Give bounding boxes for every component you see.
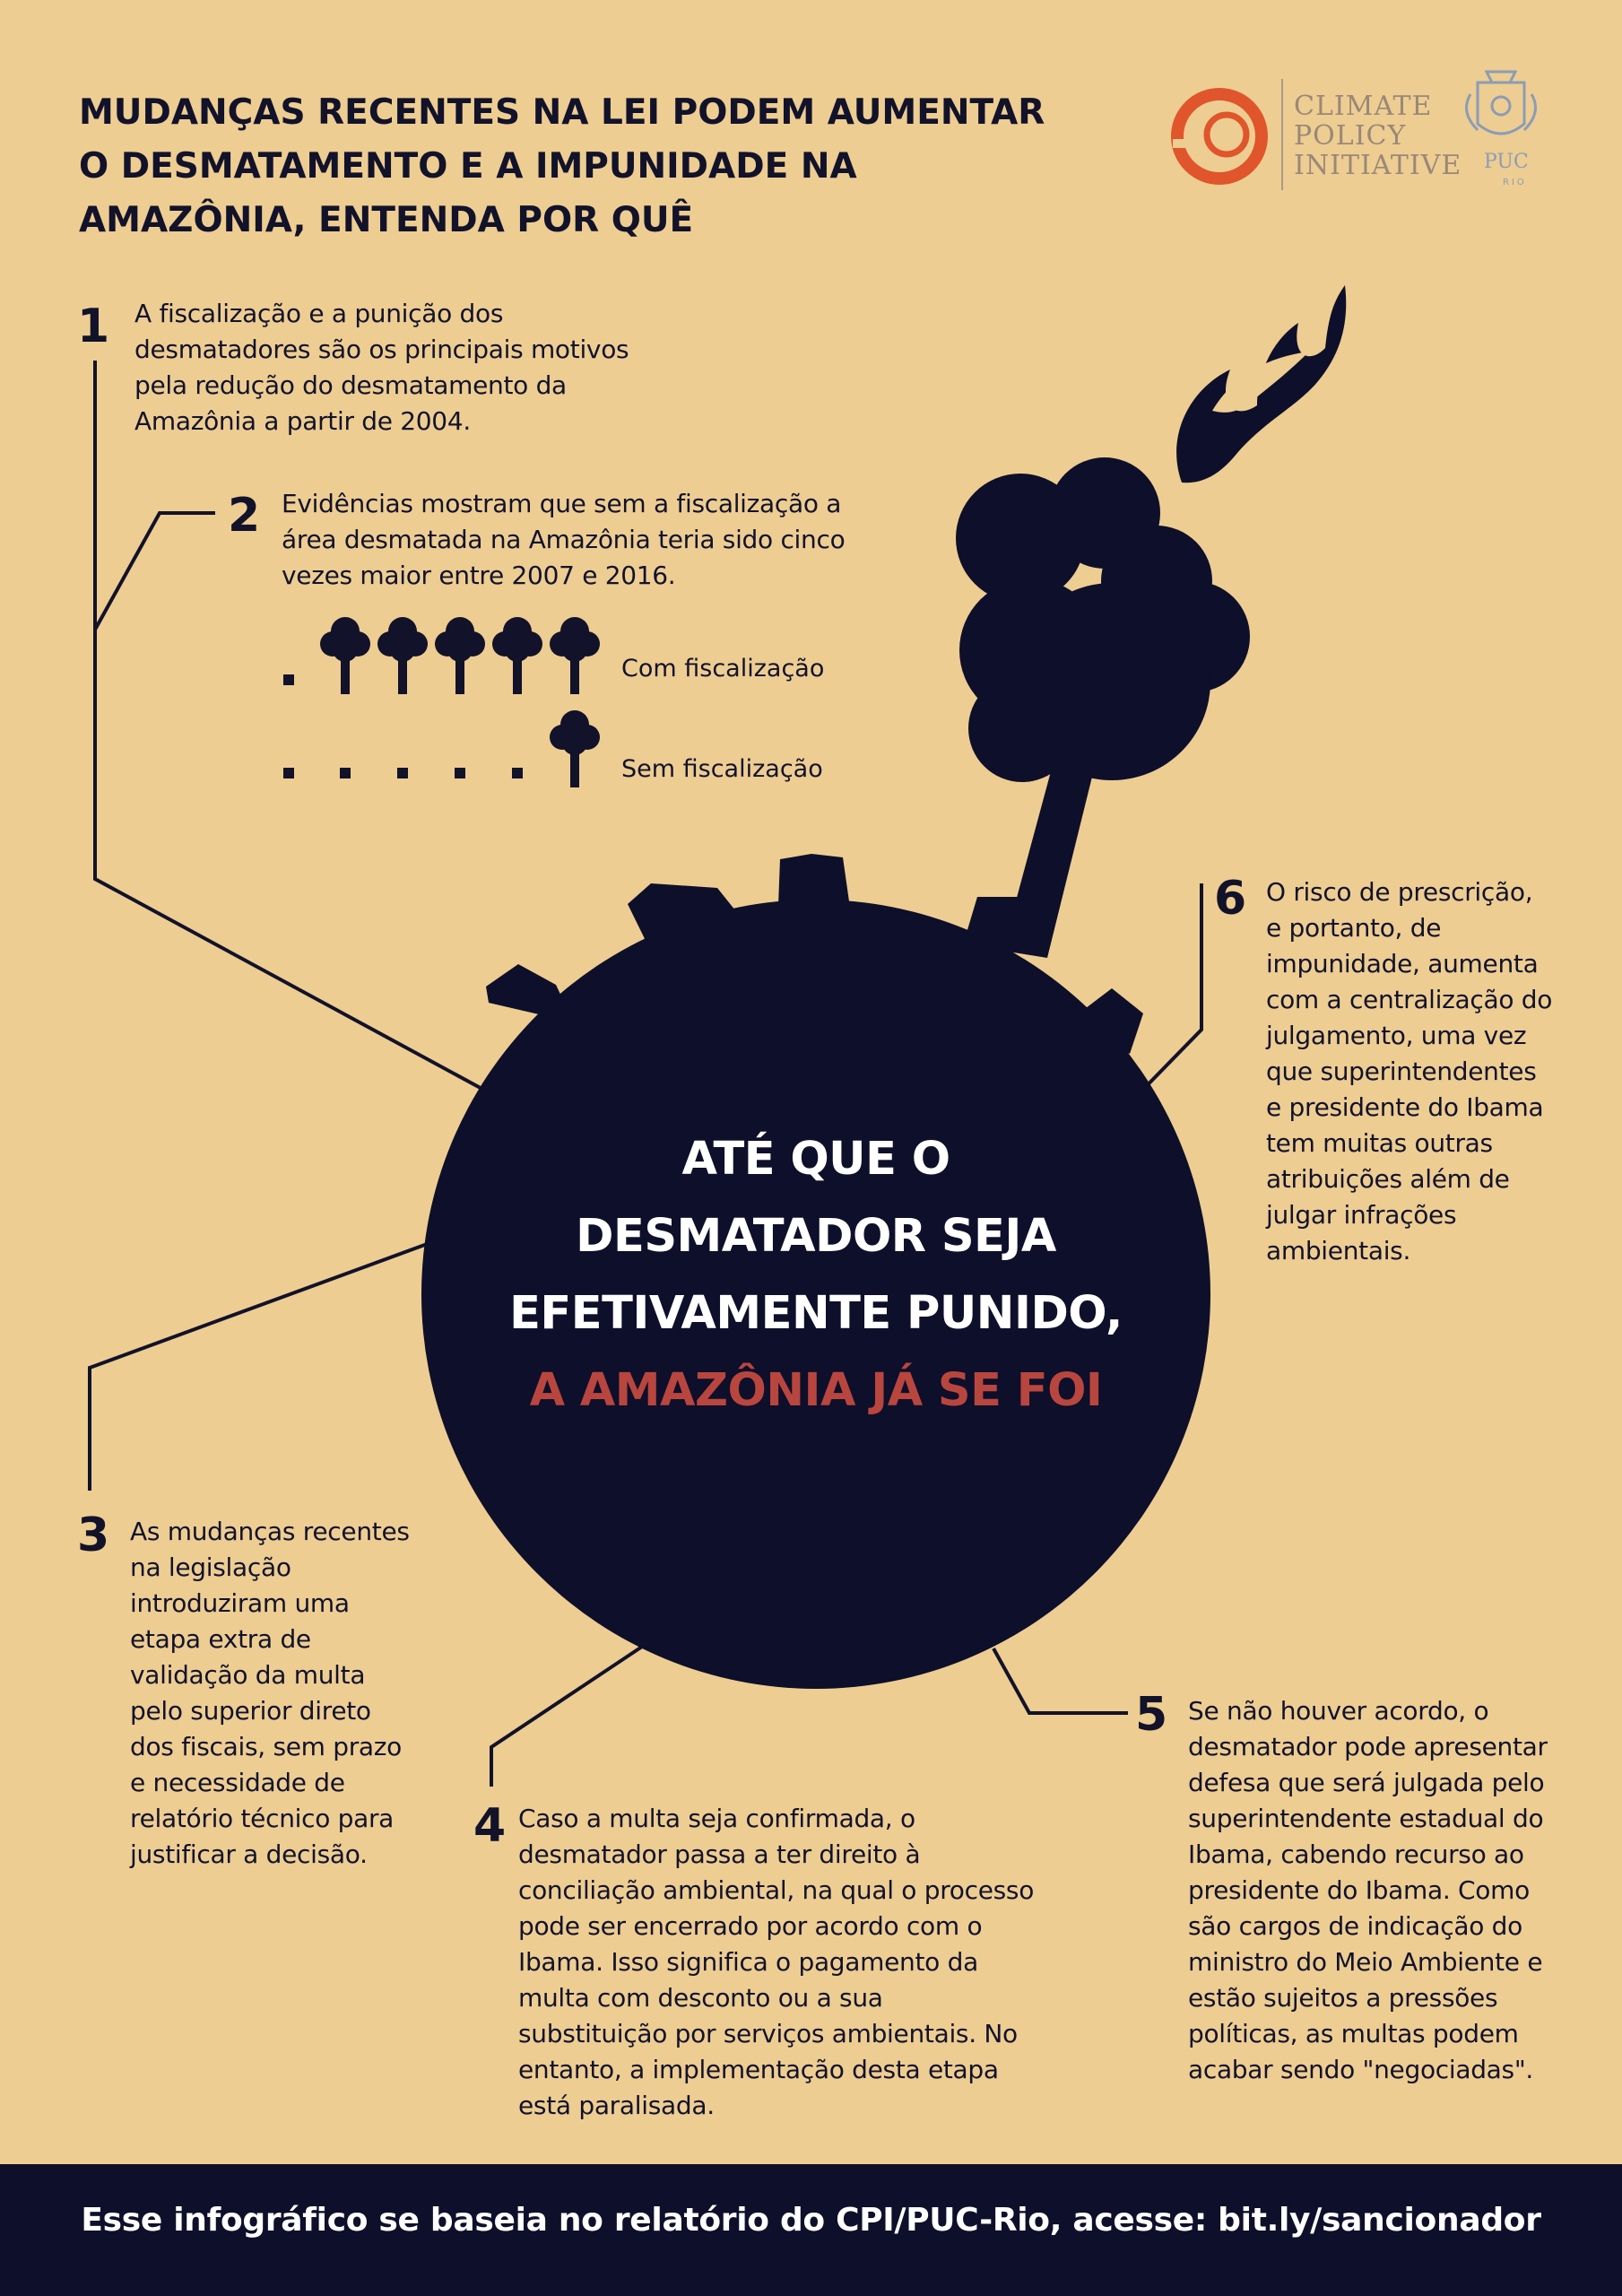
tree-stump	[340, 768, 351, 778]
cpi-logo-text: CLIMATE POLICY INITIATIVE	[1294, 91, 1462, 181]
cpi-logo-icon	[1173, 94, 1262, 178]
tree-stump	[455, 768, 465, 778]
tree-stump	[512, 768, 523, 778]
point-4-number: 4	[473, 1799, 507, 1853]
connector-4	[491, 1643, 647, 1787]
point-3-text: As mudanças recentes na legislação introduziram uma etapa extra de validação da multa pelo superior direto dos fiscais, sem prazo e necessidade de relatório técnico para justificar a decisão.	[130, 1517, 410, 1869]
bomb-line-3: EFETIVAMENTE PUNIDO,	[509, 1287, 1123, 1340]
point-2-text: Evidências mostram que sem a fiscalização a área desmatada na Amazônia teria sido cinco vezes maior entre 2007 e 2016.	[282, 489, 846, 590]
bomb-line-1: ATÉ QUE O	[681, 1133, 950, 1186]
tree-icon	[435, 617, 485, 694]
footer-source-text: Esse infográfico se baseia no relatório do CPI/PUC-Rio, acesse: bit.ly/sancionador	[81, 2202, 1541, 2239]
bomb-line-4-highlight: A AMAZÔNIA JÁ SE FOI	[529, 1364, 1103, 1417]
tree-icon	[320, 617, 370, 694]
point-3-number: 3	[77, 1509, 110, 1562]
tree-stump	[283, 768, 294, 778]
trees-with-enforcement	[283, 617, 600, 694]
connector-5	[993, 1648, 1128, 1713]
point-6-number: 6	[1214, 872, 1247, 926]
trees-without-enforcement	[283, 710, 600, 787]
point-6-text: O risco de prescrição, e portanto, de impunidade, aumenta com a centralização do julgamento, uma vez que superintendentes e presidente do Ibama tem muitas outras atribuições além de julgar infrações ambientais.	[1266, 877, 1553, 1265]
puc-rio-crest-icon	[1467, 72, 1536, 134]
connector-2	[95, 513, 215, 630]
tree-stump	[397, 768, 408, 778]
tree-icon	[550, 617, 600, 694]
point-2-number: 2	[228, 489, 261, 543]
puc-logo-subtext: RIO	[1503, 178, 1527, 187]
tree-icon	[377, 617, 428, 694]
point-1-number: 1	[77, 300, 110, 353]
tree-icon	[550, 710, 600, 787]
tree-icon	[492, 617, 542, 694]
tree-stump	[283, 674, 294, 685]
bomb-line-2: DESMATADOR SEJA	[576, 1210, 1056, 1263]
puc-logo-text: PUC	[1484, 151, 1529, 173]
point-5-number: 5	[1135, 1688, 1168, 1742]
connector-1	[95, 361, 489, 1092]
point-4-text: Caso a multa seja confirmada, o desmatador passa a ter direito à conciliação ambiental, na qual o processo pode ser encerrado por acordo com o Ibama. Isso significa o pagamento da multa com desconto ou a sua substituição por serviços ambientais. No entanto, a implementação desta etapa está paralisada.	[518, 1804, 1035, 2120]
legend-with-enforcement: Com fiscalização	[621, 655, 825, 683]
connector-3	[90, 1239, 439, 1491]
page-title: MUDANÇAS RECENTES NA LEI PODEM AUMENTAR O DESMATAMENTO E A IMPUNIDADE NA AMAZÔNIA, ENTENDA POR QUÊ	[79, 92, 1045, 240]
legend-without-enforcement: Sem fiscalização	[621, 755, 823, 783]
point-5-text: Se não houver acordo, o desmatador pode apresentar defesa que será julgada pelo superintendente estadual do Ibama, cabendo recurso ao presidente do Ibama. Como são cargos de indicação do ministro do Meio Ambiente e estão sujeitos a pressões políticas, as multas podem acabar sendo "negociadas".	[1188, 1696, 1548, 2084]
bomb-message	[395, 1121, 1237, 1430]
point-1-text: A fiscalização e a punição dos desmatadores são os principais motivos pela redução do desmatamento da Amazônia a partir de 2004.	[134, 299, 629, 436]
